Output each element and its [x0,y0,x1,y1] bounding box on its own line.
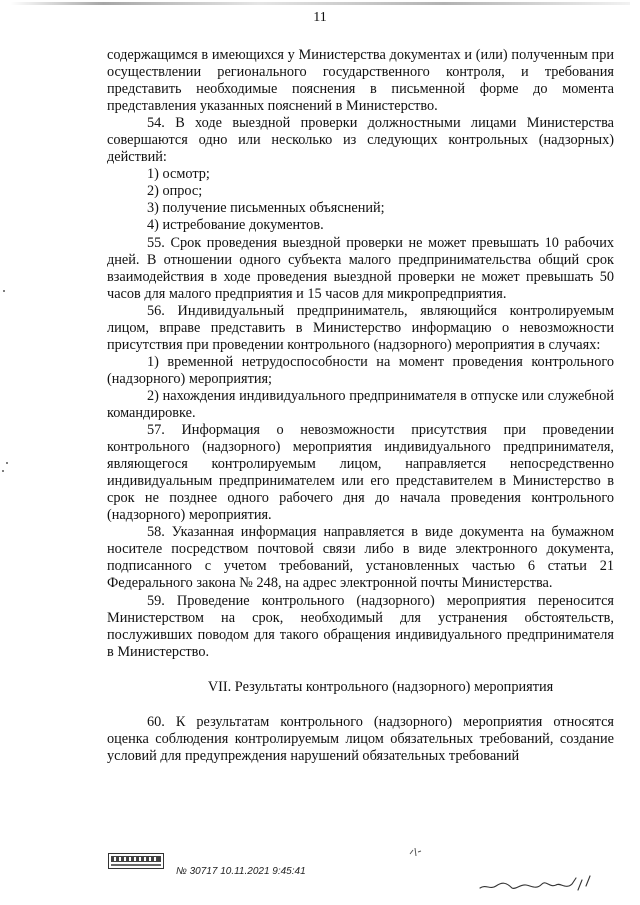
paragraph-53-continuation: содержащимся в имеющихся у Министерства документах и (или) полученным при осуществлении регионального государственного контроля, и требования представить необходимые пояснения в письменной форме до момента представления указанных пояснений в Министерство. [107,47,614,115]
scan-speck [2,470,4,472]
paragraph-57: 57. Информация о невозможности присутствия при проведении контрольного (надзорного) мероприятия индивидуального предпринимателя, являющегося контролируемым лицом, направляется непосредственно индивидуальным предпринимателем или его представителем в Министерство в срок не позднее одного рабочего дня до начала проведения контрольного (надзорного) мероприятия. [107,422,614,524]
scan-edge [10,2,630,5]
page-number: 11 [313,10,327,25]
paragraph-54: 54. В ходе выездной проверки должностными лицами Министерства совершаются одно или несколько из следующих контрольных (надзорных) действий: [107,115,614,166]
paragraph-55: 55. Срок проведения выездной проверки не может превышать 10 рабочих дней. В отношении одного субъекта малого предпринимательства общий срок взаимодействия в ходе проведения выездной проверки не может превышать 50 часов для малого предприятия и 15 часов для микропредприятия. [107,234,614,302]
scan-speck [6,462,8,464]
list-item: 4) истребование документов. [147,217,324,234]
paragraph-56: 56. Индивидуальный предприниматель, являющийся контролируемым лицом, вправе представить в Министерство информацию о невозможности присутствия при проведении контрольного (надзорного) мероприятия в случаях: [107,302,614,353]
signature-icon [478,870,598,898]
paragraph-60: 60. К результатам контрольного (надзорного) мероприятия относятся оценка соблюдения контролируемым лицом обязательных требований, создание условий для предупреждения нарушений обязательных требований [107,713,614,764]
handwritten-mark [408,846,424,858]
list-item: 1) осмотр; [147,166,210,183]
list-item: 2) нахождения индивидуального предпринимателя в отпуске или служебной командировке. [107,387,614,421]
list-item: 1) временной нетрудоспособности на момент проведения контрольного (надзорного) мероприятия; [107,353,614,387]
list-item: 3) получение письменных объяснений; [147,200,385,217]
scan-speck [3,290,5,292]
section-heading: VII. Результаты контрольного (надзорного) мероприятия [207,678,554,695]
paragraph-59: 59. Проведение контрольного (надзорного) мероприятия переносится Министерством на срок, необходимый для устранения обстоятельств, послуживших поводом для такого обращения индивидуального предпринимателя в Министерство. [107,592,614,660]
document-body [107,47,614,765]
list-item: 2) опрос; [147,183,203,200]
registration-stamp: № 30717 10.11.2021 9:45:41 [176,866,306,877]
paragraph-58: 58. Указанная информация направляется в виде документа на бумажном носителе посредством почтовой связи либо в виде электронного документа, подписанного с учетом требований, установленных частью 6 статьи 21 Федерального закона № 248, на адрес электронной почты Министерства. [107,524,614,592]
registry-logo-icon [108,853,164,869]
